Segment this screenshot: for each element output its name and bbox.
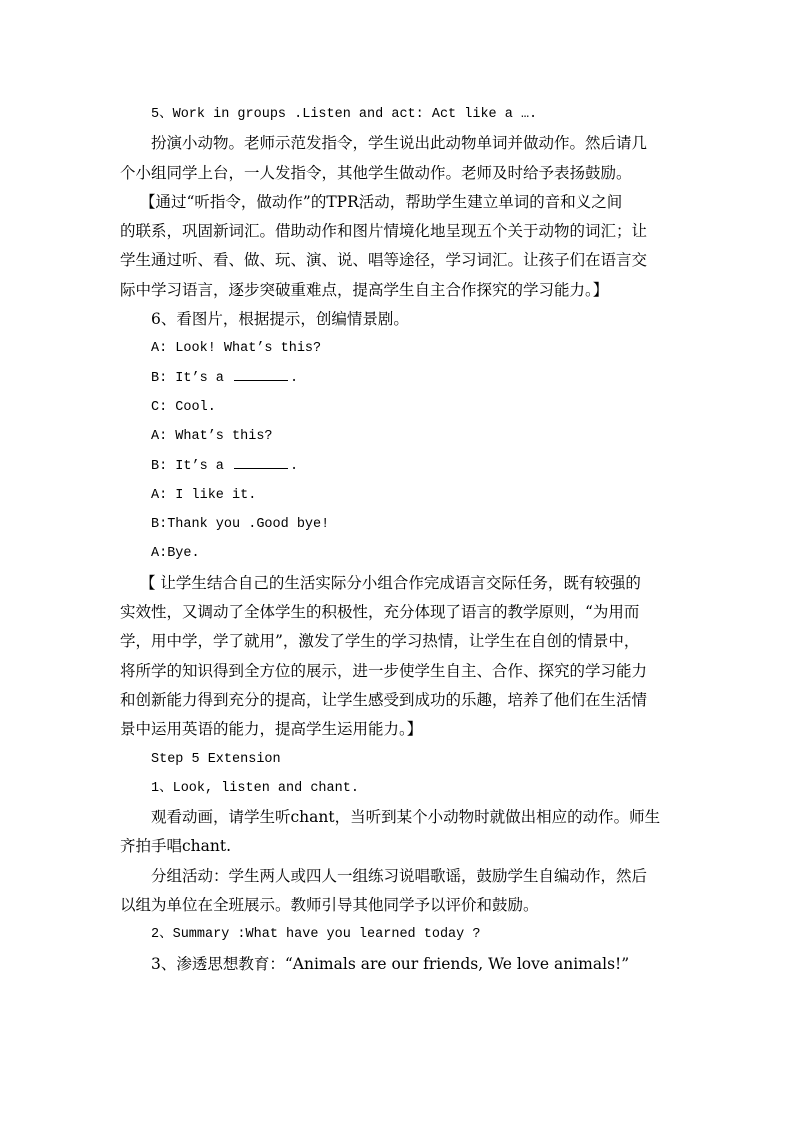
dialogue-line: B:Thank you .Good bye! [151,517,330,533]
activity-5-heading: 5、Work in groups .Listen and act: Act like a …. [151,107,538,122]
note-line: 【通过“听指令，做动作”的TPR活动，帮助学生建立单词的音和义之间 [140,192,623,211]
dialogue-line: B: It’s a . [120,452,680,481]
paragraph-line: 分组活动：学生两人或四人一组练习说唱歌谣，鼓励学生自编动作，然后 [151,866,648,885]
dialogue-line: A: What’s this? [151,429,273,445]
dialogue-line: A: Look! What’s this? [151,341,322,357]
note-line: 学，用中学，学了就用”，激发了学生的学习热情，让学生在自创的情景中， [120,632,640,651]
activity-6-heading: 6、看图片，根据提示，创编情景剧。 [151,310,409,329]
document-body [120,100,680,979]
note-line: 和创新能力得到充分的提高，让学生感受到成功的乐趣，培养了他们在生活情 [120,690,648,709]
paragraph-line: 以组为单位在全班展示。教师引导其他同学予以评价和鼓励。 [120,896,539,915]
extension-item-2: 2、Summary :What have you learned today ? [151,927,481,943]
note-line: 的联系，巩固新词汇。借助动作和图片情境化地呈现五个关于动物的词汇；让 [120,222,648,241]
note-line: 【 让学生结合自己的生活实际分小组合作完成语言交际任务，既有较强的 [140,573,641,592]
note-line: 景中运用英语的能力，提高学生运用能力。】 [120,720,423,739]
paragraph-line: 齐拍手唱chant. [120,837,232,856]
note-line: 实效性，又调动了全体学生的积极性，充分体现了语言的教学原则，“为用而 [120,603,640,622]
dialogue-line: A: I like it. [151,487,257,503]
note-line: 将所学的知识得到全方位的展示，进一步使学生自主、合作、探究的学习能力 [120,661,648,680]
dialogue-line: C: Cool. [151,399,216,415]
dialogue-line: A:Bye. [151,546,200,562]
fill-in-blank [234,456,288,469]
paragraph-line: 个小组同学上台，一人发指令，其他学生做动作。老师及时给予表扬鼓励。 [120,163,632,182]
dialogue-line: B: It’s a . [120,364,680,393]
step-5-heading: Step 5 Extension [151,751,281,767]
paragraph-line: 扮演小动物。老师示范发指令，学生说出此动物单词并做动作。然后请几 [151,134,648,153]
extension-item-1: 1、Look, listen and chant. [151,780,359,796]
paragraph-line: 观看动画，请学生听chant，当听到某个小动物时就做出相应的动作。师生 [151,808,661,827]
note-line: 际中学习语言，逐步突破重难点，提高学生自主合作探究的学习能力。】 [120,280,609,299]
note-line: 学生通过听、看、做、玩、演、说、唱等途径，学习词汇。让孩子们在语言交 [120,251,648,270]
fill-in-blank [234,368,288,381]
extension-item-3: 3、渗透思想教育：“Animals are our friends, We love animals!” [151,954,630,973]
